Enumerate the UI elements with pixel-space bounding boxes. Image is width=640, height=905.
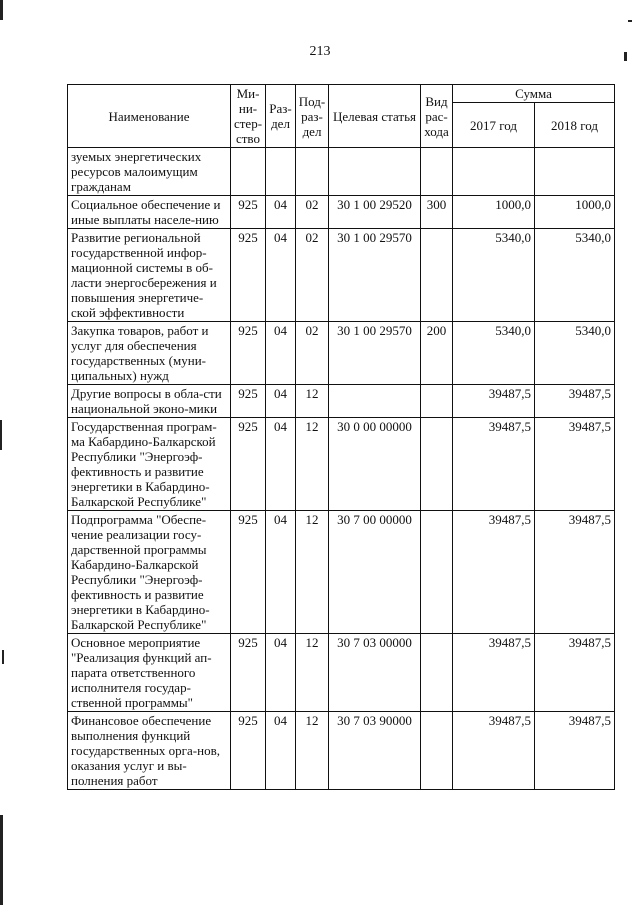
header-subsection: Под-раз-дел: [296, 85, 329, 148]
cell-name: Социальное обеспечение и иные выплаты населе-нию: [68, 196, 231, 229]
cell-name: Подпрограмма "Обеспе-чение реализации госу-дарственной программы Кабардино-Балкарской Республики "Энергоэф-фективность и развитие энергетики в Кабардино-Балкарской Республике": [68, 511, 231, 634]
cell-sum-2017: 39487,5: [453, 634, 535, 712]
table-row: [68, 511, 615, 634]
table-row: [68, 712, 615, 790]
scan-mark: [0, 420, 2, 450]
cell-subsection: 02: [296, 229, 329, 322]
cell-ministry: 925: [231, 385, 266, 418]
cell-subsection: 12: [296, 712, 329, 790]
cell-target: 30 0 00 00000: [329, 418, 421, 511]
header-ministry: Ми-ни-стер-ство: [231, 85, 266, 148]
cell-expense-type: [421, 229, 453, 322]
header-2017: 2017 год: [453, 103, 535, 148]
cell-ministry: [231, 148, 266, 196]
scan-mark: [2, 650, 4, 664]
cell-subsection: 02: [296, 322, 329, 385]
cell-subsection: 12: [296, 418, 329, 511]
cell-sum-2018: [535, 148, 615, 196]
cell-subsection: 02: [296, 196, 329, 229]
scan-mark: [0, 0, 3, 20]
cell-section: 04: [266, 634, 296, 712]
header-expense-type: Вид рас-хода: [421, 85, 453, 148]
cell-ministry: 925: [231, 418, 266, 511]
cell-subsection: 12: [296, 385, 329, 418]
header-2018: 2018 год: [535, 103, 615, 148]
cell-ministry: 925: [231, 712, 266, 790]
cell-name: Государственная програм-ма Кабардино-Балкарской Республики "Энергоэф-фективность и развитие энергетики в Кабардино-Балкарской Республике": [68, 418, 231, 511]
cell-subsection: 12: [296, 634, 329, 712]
cell-expense-type: 300: [421, 196, 453, 229]
table-row: [68, 229, 615, 322]
cell-sum-2018: 39487,5: [535, 385, 615, 418]
cell-target: 30 1 00 29570: [329, 229, 421, 322]
cell-target: 30 1 00 29520: [329, 196, 421, 229]
cell-ministry: 925: [231, 634, 266, 712]
table-row: [68, 385, 615, 418]
cell-subsection: [296, 148, 329, 196]
cell-target: [329, 148, 421, 196]
cell-name: Закупка товаров, работ и услуг для обеспечения государственных (муни-ципальных) нужд: [68, 322, 231, 385]
cell-expense-type: [421, 385, 453, 418]
cell-sum-2018: 5340,0: [535, 229, 615, 322]
cell-sum-2017: 39487,5: [453, 712, 535, 790]
budget-table: [67, 84, 615, 790]
header-name: Наименование: [68, 85, 231, 148]
cell-section: 04: [266, 196, 296, 229]
cell-sum-2018: 39487,5: [535, 418, 615, 511]
cell-ministry: 925: [231, 511, 266, 634]
cell-sum-2018: 39487,5: [535, 712, 615, 790]
cell-sum-2017: 39487,5: [453, 385, 535, 418]
cell-section: 04: [266, 385, 296, 418]
cell-expense-type: [421, 148, 453, 196]
cell-section: 04: [266, 712, 296, 790]
cell-target: 30 7 00 00000: [329, 511, 421, 634]
cell-expense-type: [421, 712, 453, 790]
page-number: 213: [309, 44, 331, 59]
header-section: Раз-дел: [266, 85, 296, 148]
cell-expense-type: [421, 511, 453, 634]
cell-sum-2018: 39487,5: [535, 511, 615, 634]
cell-sum-2018: 1000,0: [535, 196, 615, 229]
table-row: [68, 148, 615, 196]
cell-ministry: 925: [231, 196, 266, 229]
header-target: Целевая статья: [329, 85, 421, 148]
header-sum: Сумма: [453, 85, 615, 103]
table-row: [68, 634, 615, 712]
cell-subsection: 12: [296, 511, 329, 634]
cell-sum-2018: 5340,0: [535, 322, 615, 385]
cell-section: 04: [266, 322, 296, 385]
cell-ministry: 925: [231, 229, 266, 322]
cell-name: Финансовое обеспечение выполнения функций государственных орга-нов, оказания услуг и вы-полнения работ: [68, 712, 231, 790]
cell-sum-2018: 39487,5: [535, 634, 615, 712]
cell-target: 30 7 03 90000: [329, 712, 421, 790]
cell-section: [266, 148, 296, 196]
cell-ministry: 925: [231, 322, 266, 385]
cell-section: 04: [266, 229, 296, 322]
cell-target: [329, 385, 421, 418]
scan-mark: [628, 20, 632, 22]
cell-expense-type: [421, 634, 453, 712]
cell-sum-2017: 5340,0: [453, 229, 535, 322]
cell-name: зуемых энергетических ресурсов малоимущим гражданам: [68, 148, 231, 196]
cell-sum-2017: 1000,0: [453, 196, 535, 229]
table-row: [68, 418, 615, 511]
table-header-row: [68, 85, 615, 103]
scan-mark: [0, 815, 3, 905]
cell-expense-type: [421, 418, 453, 511]
table-row: [68, 196, 615, 229]
cell-section: 04: [266, 418, 296, 511]
cell-name: Развитие региональной государственной инфор-мационной системы в об-ласти энергосбережения и повышения энергетиче-ской эффективности: [68, 229, 231, 322]
table-row: [68, 322, 615, 385]
cell-target: 30 1 00 29570: [329, 322, 421, 385]
cell-sum-2017: 5340,0: [453, 322, 535, 385]
cell-section: 04: [266, 511, 296, 634]
cell-expense-type: 200: [421, 322, 453, 385]
cell-sum-2017: 39487,5: [453, 511, 535, 634]
cell-sum-2017: 39487,5: [453, 418, 535, 511]
cell-name: Основное мероприятие "Реализация функций ап-парата ответственного исполнителя государ-ственной программы": [68, 634, 231, 712]
cell-target: 30 7 03 00000: [329, 634, 421, 712]
cell-sum-2017: [453, 148, 535, 196]
cell-name: Другие вопросы в обла-сти национальной эконо-мики: [68, 385, 231, 418]
